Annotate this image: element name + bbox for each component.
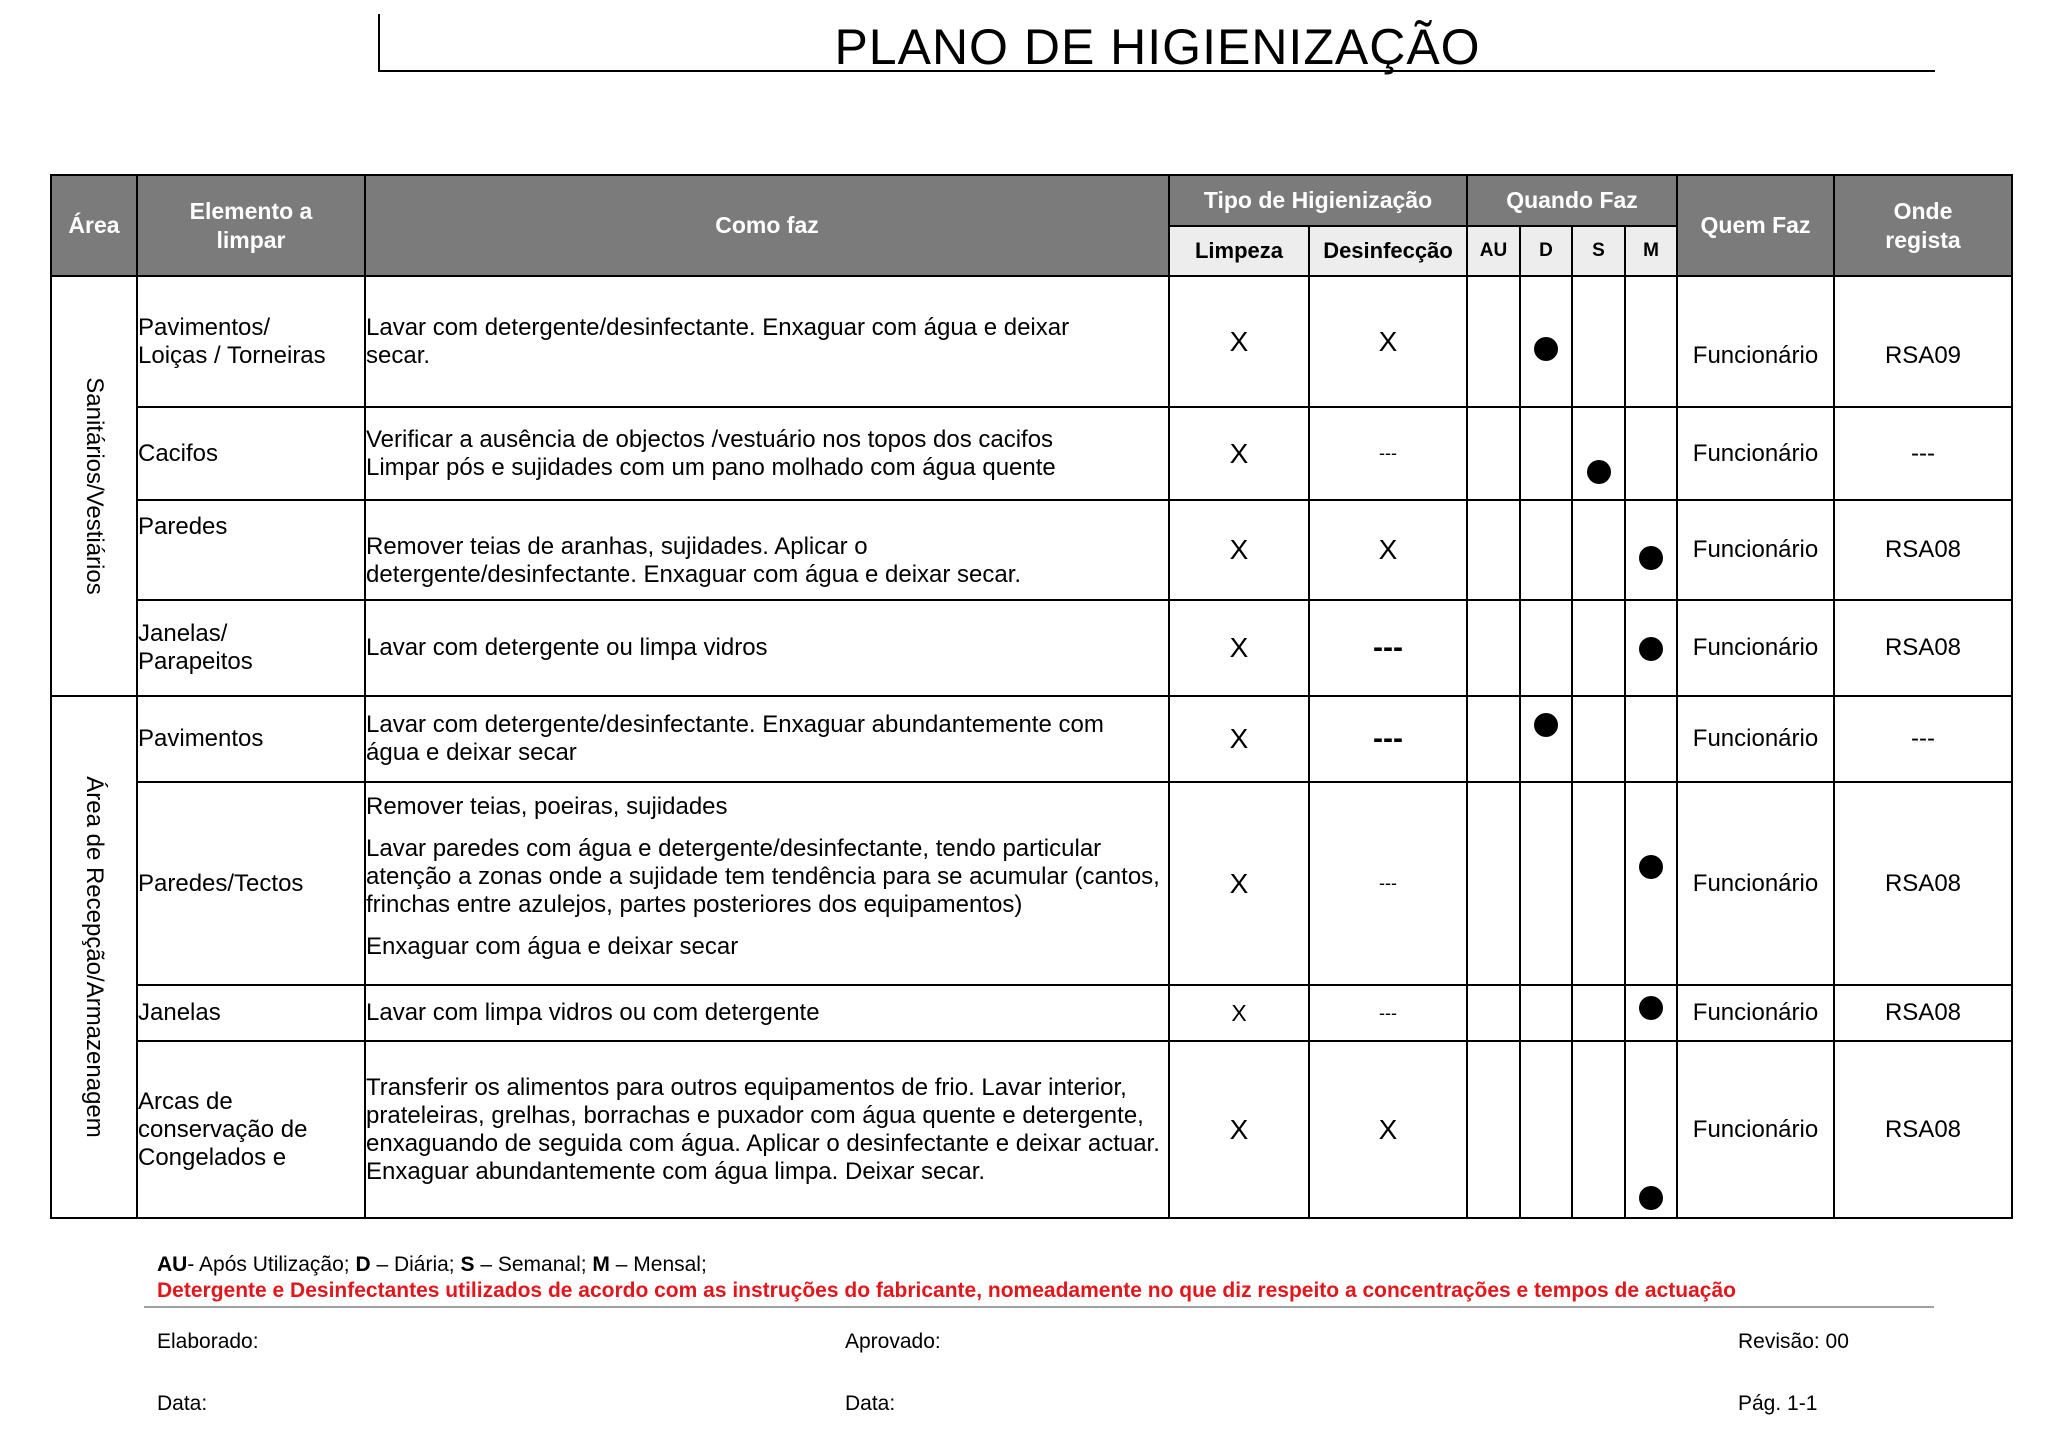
freq-s-cell xyxy=(1572,696,1625,782)
header-quando-faz: Quando Faz xyxy=(1467,175,1677,226)
table-row xyxy=(51,500,2012,600)
area-cell xyxy=(51,276,137,696)
desinfeccao-mark: X xyxy=(1309,500,1467,600)
data-mid-label: Data: xyxy=(845,1392,896,1415)
limpeza-mark: X xyxy=(1169,696,1309,782)
como-faz-cell: Lavar com detergente/desinfectante. Enxaguar com água e deixar secar. xyxy=(365,276,1169,407)
como-faz-cell: Lavar com detergente/desinfectante. Enxaguar abundantemente com água e deixar secar xyxy=(365,696,1169,782)
freq-s-cell xyxy=(1572,407,1625,500)
frequency-dot xyxy=(1639,996,1663,1020)
legend-keys: AU- Após Utilização; D – Diária; S – Semanal; M – Mensal; xyxy=(157,1253,707,1276)
table-row xyxy=(51,276,2012,407)
freq-d-cell xyxy=(1520,1041,1572,1218)
freq-au-cell xyxy=(1467,407,1520,500)
area-cell xyxy=(51,696,137,1218)
elemento-cell: Pavimentos xyxy=(137,696,365,782)
desinfeccao-mark: --- xyxy=(1309,782,1467,985)
freq-m-cell xyxy=(1625,782,1677,985)
freq-d-cell xyxy=(1520,782,1572,985)
frequency-dot xyxy=(1639,546,1663,570)
elemento-cell: Janelas/ Parapeitos xyxy=(137,600,365,696)
header-desinfeccao: Desinfecção xyxy=(1309,226,1467,276)
quem-faz-cell: Funcionário xyxy=(1677,600,1834,696)
table-row xyxy=(51,600,2012,696)
freq-au-cell xyxy=(1467,1041,1520,1218)
desinfeccao-mark: --- xyxy=(1309,985,1467,1041)
freq-s-cell xyxy=(1572,500,1625,600)
title-frame xyxy=(378,14,1935,75)
desinfeccao-mark: X xyxy=(1309,1041,1467,1218)
como-faz-cell: Lavar com limpa vidros ou com detergente xyxy=(365,985,1169,1041)
freq-m-cell xyxy=(1625,696,1677,782)
freq-au-cell xyxy=(1467,985,1520,1041)
footer-divider xyxy=(144,1306,1934,1308)
header-elemento: Elemento a limpar xyxy=(137,175,365,276)
frequency-dot xyxy=(1587,460,1611,484)
header-como-faz: Como faz xyxy=(365,175,1169,276)
limpeza-mark: X xyxy=(1169,407,1309,500)
onde-regista-cell: RSA08 xyxy=(1834,782,2012,985)
onde-regista-cell: RSA08 xyxy=(1834,600,2012,696)
frequency-dot xyxy=(1639,637,1663,661)
freq-m-cell xyxy=(1625,407,1677,500)
como-faz-cell: Verificar a ausência de objectos /vestuário nos topos dos cacifos Limpar pós e sujidades com um pano molhado com água quente xyxy=(365,407,1169,500)
aprovado-label: Aprovado: xyxy=(845,1330,941,1353)
elemento-cell: Janelas xyxy=(137,985,365,1041)
freq-s-cell xyxy=(1572,782,1625,985)
limpeza-mark: X xyxy=(1169,782,1309,985)
freq-m-cell xyxy=(1625,276,1677,407)
onde-regista-cell: RSA08 xyxy=(1834,985,2012,1041)
freq-s-cell xyxy=(1572,1041,1625,1218)
header-s: S xyxy=(1572,226,1625,276)
table-row xyxy=(51,985,2012,1041)
revisao-label: Revisão: 00 xyxy=(1738,1330,1849,1353)
onde-regista-cell: --- xyxy=(1834,407,2012,500)
como-faz-cell: Remover teias de aranhas, sujidades. Aplicar o detergente/desinfectante. Enxaguar com água e deixar secar. xyxy=(365,500,1169,600)
quem-faz-cell: Funcionário xyxy=(1677,1041,1834,1218)
header-onde-regista: Onde regista xyxy=(1834,175,2012,276)
freq-au-cell xyxy=(1467,782,1520,985)
freq-s-cell xyxy=(1572,985,1625,1041)
legend-note: Detergente e Desinfectantes utilizados de acordo com as instruções do fabricante, nomeadamente no que diz respeito a concentrações e tempos de actuação xyxy=(157,1279,1736,1302)
desinfeccao-mark: X xyxy=(1309,276,1467,407)
header-limpeza: Limpeza xyxy=(1169,226,1309,276)
freq-m-cell xyxy=(1625,500,1677,600)
table-row xyxy=(51,696,2012,782)
hygiene-plan-table xyxy=(50,174,2013,1219)
quem-faz-cell: Funcionário xyxy=(1677,782,1834,985)
limpeza-mark: X xyxy=(1169,600,1309,696)
table-row xyxy=(51,1041,2012,1218)
elemento-cell: Cacifos xyxy=(137,407,365,500)
area-label: Área de Recepção/Armazenagem xyxy=(81,776,108,1138)
page-title: PLANO DE HIGIENIZAÇÃO xyxy=(834,19,1481,75)
limpeza-mark: X xyxy=(1169,500,1309,600)
onde-regista-cell: RSA09 xyxy=(1834,276,2012,407)
elemento-cell: Paredes xyxy=(137,500,365,600)
freq-d-cell xyxy=(1520,500,1572,600)
limpeza-mark: X xyxy=(1169,276,1309,407)
elaborado-label: Elaborado: xyxy=(157,1330,259,1353)
frequency-dot xyxy=(1639,1186,1663,1210)
limpeza-mark: X xyxy=(1169,985,1309,1041)
desinfeccao-mark: --- xyxy=(1309,600,1467,696)
freq-au-cell xyxy=(1467,276,1520,407)
frequency-legend xyxy=(157,1252,1736,1304)
header-d: D xyxy=(1520,226,1572,276)
freq-m-cell xyxy=(1625,985,1677,1041)
freq-s-cell xyxy=(1572,276,1625,407)
area-label: Sanitários/Vestiários xyxy=(81,377,108,595)
quem-faz-cell: Funcionário xyxy=(1677,500,1834,600)
freq-d-cell xyxy=(1520,407,1572,500)
desinfeccao-mark: --- xyxy=(1309,407,1467,500)
onde-regista-cell: RSA08 xyxy=(1834,500,2012,600)
freq-au-cell xyxy=(1467,500,1520,600)
frequency-dot xyxy=(1639,855,1663,879)
onde-regista-cell: RSA08 xyxy=(1834,1041,2012,1218)
elemento-cell: Pavimentos/ Loiças / Torneiras xyxy=(137,276,365,407)
frequency-dot xyxy=(1534,337,1558,361)
quem-faz-cell: Funcionário xyxy=(1677,276,1834,407)
freq-d-cell xyxy=(1520,985,1572,1041)
como-faz-cell: Lavar com detergente ou limpa vidros xyxy=(365,600,1169,696)
header-m: M xyxy=(1625,226,1677,276)
header-area: Área xyxy=(51,175,137,276)
freq-d-cell xyxy=(1520,696,1572,782)
freq-au-cell xyxy=(1467,600,1520,696)
freq-m-cell xyxy=(1625,1041,1677,1218)
freq-s-cell xyxy=(1572,600,1625,696)
elemento-cell: Paredes/Tectos xyxy=(137,782,365,985)
header-quem-faz: Quem Faz xyxy=(1677,175,1834,276)
quem-faz-cell: Funcionário xyxy=(1677,407,1834,500)
freq-m-cell xyxy=(1625,600,1677,696)
quem-faz-cell: Funcionário xyxy=(1677,696,1834,782)
page-number: Pág. 1-1 xyxy=(1738,1392,1818,1415)
quem-faz-cell: Funcionário xyxy=(1677,985,1834,1041)
elemento-cell: Arcas de conservação de Congelados e xyxy=(137,1041,365,1218)
frequency-dot xyxy=(1534,713,1558,737)
desinfeccao-mark: --- xyxy=(1309,696,1467,782)
freq-au-cell xyxy=(1467,696,1520,782)
freq-d-cell xyxy=(1520,276,1572,407)
table-row xyxy=(51,782,2012,985)
header-au: AU xyxy=(1467,226,1520,276)
freq-d-cell xyxy=(1520,600,1572,696)
limpeza-mark: X xyxy=(1169,1041,1309,1218)
table-row xyxy=(51,407,2012,500)
onde-regista-cell: --- xyxy=(1834,696,2012,782)
header-tipo-higienizacao: Tipo de Higienização xyxy=(1169,175,1467,226)
como-faz-cell: Remover teias, poeiras, sujidades Lavar paredes com água e detergente/desinfectante, tendo particular atenção a zonas onde a sujidade tem tendência para se acumular (cantos, frinchas entre azulejos, partes posteriores dos equipamentos) Enxaguar com água e deixar secar xyxy=(365,782,1169,985)
como-faz-cell: Transferir os alimentos para outros equipamentos de frio. Lavar interior, prateleiras, grelhas, borrachas e puxador com água quente e detergente, enxaguando de seguida com água. Aplicar o desinfectante e deixar actuar. Enxaguar abundantemente com água limpa. Deixar secar. xyxy=(365,1041,1169,1218)
data-left-label: Data: xyxy=(157,1392,208,1415)
